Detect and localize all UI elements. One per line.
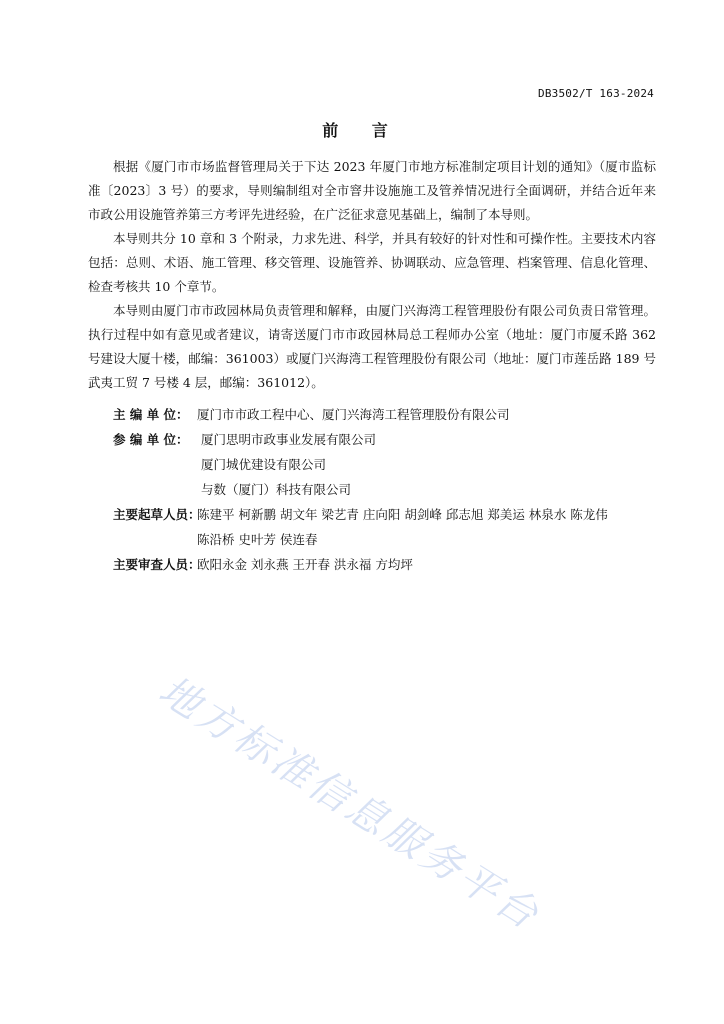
participants-row	[113, 427, 673, 452]
reviewers-value: 欧阳永金 刘永燕 王开春 洪永福 方均坪	[197, 557, 413, 572]
drafters-row	[113, 502, 673, 527]
participants-row-3	[113, 477, 673, 502]
paragraph-3: 本导则由厦门市市政园林局负责管理和解释，由厦门兴海湾工程管理股份有限公司负责日常管理。执行过程中如有意见或者建议，请寄送厦门市市政园林局总工程师办公室（地址：厦门市厦禾路 362 号建设大厦十楼，邮编：361003）或厦门兴海湾工程管理股份有限公司（地址：厦门市莲岳路 189 号武夷工贸 7 号楼 4 层，邮编：361012）。	[88, 303, 656, 390]
contributors-block	[113, 402, 673, 577]
document-code: DB3502/T 163-2024	[538, 87, 654, 100]
page-title: 前 言	[322, 121, 402, 140]
reviewers-row	[113, 552, 673, 577]
editor-label: 主 编 单 位：	[113, 407, 189, 422]
drafters-line-1: 陈建平 柯新鹏 胡文年 梁艺青 庄向阳 胡剑峰 邱志旭 郑美运 林泉水 陈龙伟	[197, 507, 608, 522]
participant-3: 与数（厦门）科技有限公司	[201, 482, 352, 497]
participant-2: 厦门城优建设有限公司	[201, 457, 327, 472]
foreword-body	[88, 155, 656, 395]
participants-label: 参 编 单 位：	[113, 432, 189, 447]
drafters-label: 主要起草人员：	[113, 507, 201, 522]
drafters-row-2	[113, 527, 673, 552]
reviewers-label: 主要审查人员：	[113, 557, 201, 572]
paragraph-2: 本导则共分 10 章和 3 个附录，力求先进、科学，并具有较好的针对性和可操作性。主要技术内容包括：总则、术语、施工管理、移交管理、设施管养、协调联动、应急管理、档案管理、信息化管理、检查考核共 10 个章节。	[88, 231, 656, 294]
paragraph-1: 根据《厦门市市场监督管理局关于下达 2023 年厦门市地方标准制定项目计划的通知》（厦市监标准〔2023〕3 号）的要求，导则编制组对全市窨井设施施工及管养情况进行全面调研，并结合近年来市政公用设施管养第三方考评先进经验，在广泛征求意见基础上，编制了本导则。	[88, 159, 656, 222]
watermark: 地方标准信息服务平台	[150, 667, 549, 940]
participants-row-2	[113, 452, 673, 477]
editor-row	[113, 402, 673, 427]
participant-1: 厦门思明市政事业发展有限公司	[201, 432, 377, 447]
drafters-line-2: 陈沿桥 史叶芳 侯连春	[197, 532, 318, 547]
editor-value: 厦门市市政工程中心、厦门兴海湾工程管理股份有限公司	[197, 407, 510, 422]
